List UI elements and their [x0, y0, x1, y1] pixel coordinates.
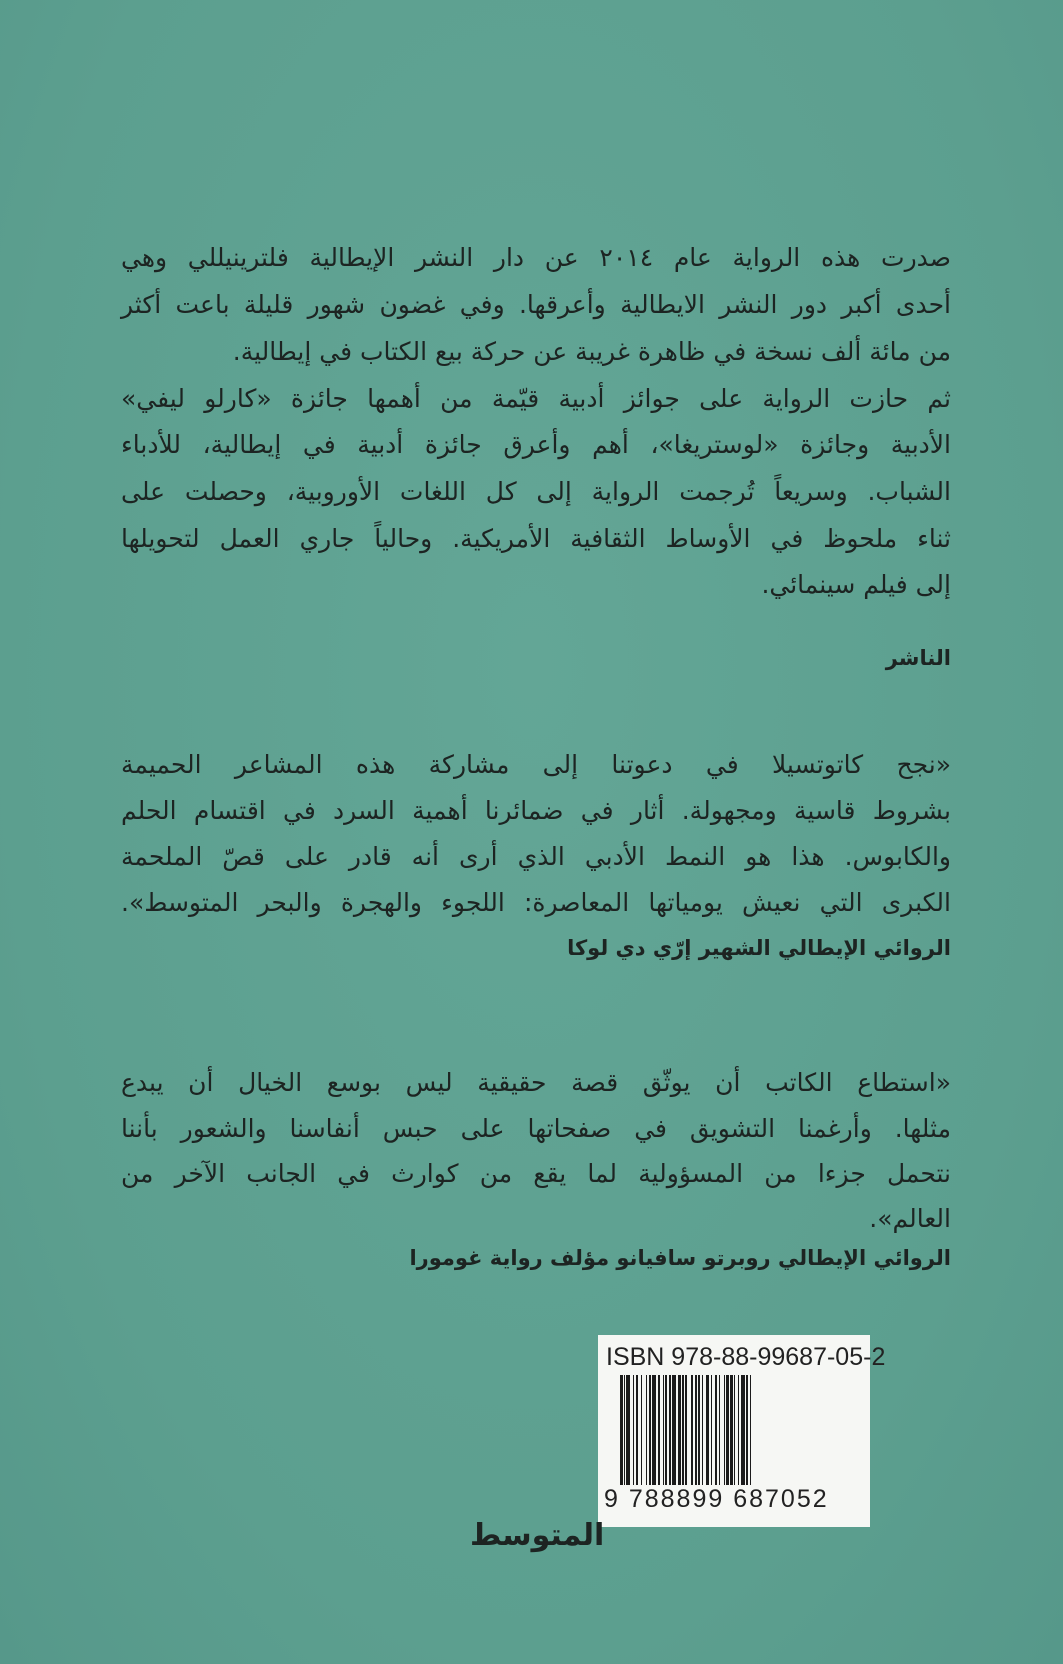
- blurb-line: ثناء ملحوظ في الأوساط الثقافية الأمريكية. وحالياً جاري العمل لتحويلها: [121, 524, 951, 553]
- quote-line: بشروط قاسية ومجهولة. أثار في ضمائرنا أهمية السرد في اقتسام الحلم: [121, 796, 951, 825]
- ean-digits: 9 788899 687052: [604, 1485, 829, 1513]
- quote-line: مثلها. وأرغمنا التشويق في صفحاتها على حبس أنفاسنا والشعور بأننا: [121, 1114, 951, 1143]
- blurb-line: من مائة ألف نسخة في ظاهرة غريبة عن حركة بيع الكتاب في إيطالية.: [232, 337, 951, 366]
- quote-line: «نجح كاتوتسيلا في دعوتنا إلى مشاركة هذه المشاعر الحميمة: [121, 750, 951, 779]
- quote-line: الكبرى التي نعيش يومياتها المعاصرة: اللجوء والهجرة والبحر المتوسط».: [121, 888, 951, 917]
- quote-line: نتحمل جزءا من المسؤولية لما يقع من كوارث في الجانب الآخر من: [121, 1159, 951, 1188]
- barcode-bars: [620, 1375, 860, 1490]
- blurb-line: الشباب. وسريعاً تُرجمت الرواية إلى كل اللغات الأوروبية، وحصلت على: [121, 477, 951, 506]
- blurb-line: إلى فيلم سينمائي.: [761, 570, 951, 599]
- publisher-signature: الناشر: [885, 646, 951, 670]
- blurb-line: أحدى أكبر دور النشر الايطالية وأعرقها. وفي غضون شهور قليلة باعت أكثر: [121, 290, 951, 319]
- quote-attribution: الروائي الإيطالي الشهير إرّي دي لوكا: [567, 936, 951, 960]
- quote-line: «استطاع الكاتب أن يوثّق قصة حقيقية ليس بوسع الخيال أن يبدع: [121, 1068, 951, 1097]
- publisher-logo: المتوسط: [470, 1518, 605, 1553]
- barcode-bar: [751, 1375, 754, 1490]
- isbn-label: ISBN 978-88-99687-05-2: [606, 1343, 886, 1371]
- quote-attribution: الروائي الإيطالي روبرتو سافيانو مؤلف رواية غومورا: [409, 1246, 951, 1270]
- blurb-line: الأدبية وجائزة «لوستريغا»، أهم وأعرق جائزة أدبية في إيطالية، للأدباء: [121, 430, 951, 459]
- quote-line: والكابوس. هذا هو النمط الأدبي الذي أرى أنه قادر على قصّ الملحمة: [121, 842, 951, 871]
- quote-line: العالم».: [869, 1204, 951, 1233]
- isbn-barcode: [598, 1335, 886, 1527]
- blurb-line: ثم حازت الرواية على جوائز أدبية قيّمة من أهمها جائزة «كارلو ليفي»: [121, 384, 951, 413]
- blurb-line: صدرت هذه الرواية عام ٢٠١٤ عن دار النشر الإيطالية فلترينيللي وهي: [121, 243, 951, 272]
